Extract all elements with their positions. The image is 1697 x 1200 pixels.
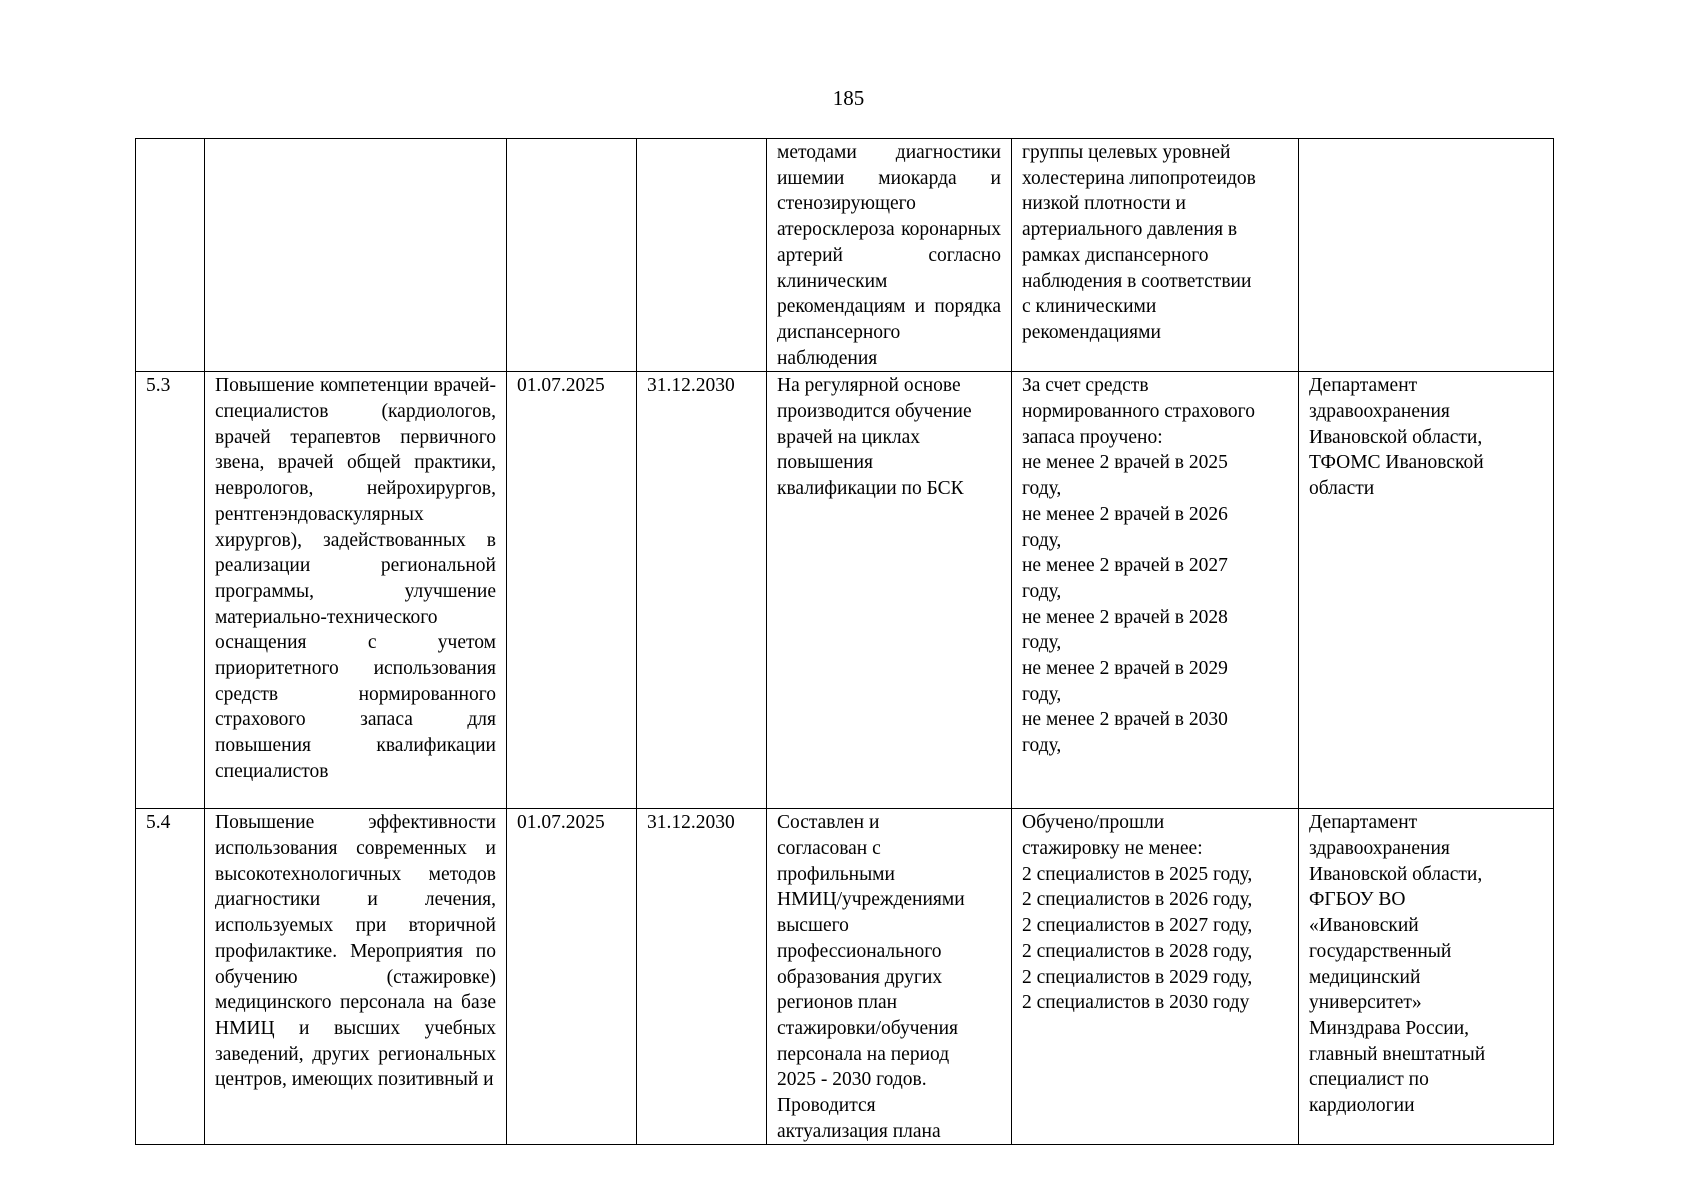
start-date-cell <box>507 139 637 372</box>
indicator-cell: Обучено/прошли стажировку не менее: 2 специалистов в 2025 году, 2 специалистов в 2026 году, 2 специалистов в 2027 году, 2 специалистов в 2028 году, 2 специалистов в 2029 году, 2 специалистов в 2030 году <box>1012 809 1299 1145</box>
item-number-cell: 5.3 <box>136 372 205 809</box>
measure-cell: Повышение эффективности использования современных и высокотехнологичных методов диагностики и лечения, используемых при вторичной профилактике. Мероприятия по обучению (стажировке) медицинского персонала на базе НМИЦ и высших учебных заведений, других региональных центров, имеющих позитивный и <box>205 809 507 1145</box>
measure-cell: Повышение компетенции врачей-специалистов (кардиологов, врачей терапевтов первичного звена, врачей общей практики, неврологов, нейрохирургов, рентгенэндоваскулярных хирургов), задействованных в реализации региональной программы, улучшение материально-технического оснащения с учетом приоритетного использования средств нормированного страхового запаса для повышения квалификации специалистов <box>205 372 507 809</box>
table-row <box>136 372 1554 809</box>
measure-cell <box>205 139 507 372</box>
responsible-cell: Департамент здравоохранения Ивановской области, ТФОМС Ивановской области <box>1299 372 1554 809</box>
page-number: 185 <box>832 86 865 110</box>
table-row <box>136 139 1554 372</box>
table-row <box>136 809 1554 1145</box>
result-cell: На регулярной основе производится обучение врачей на циклах повышения квалификации по БСК <box>767 372 1012 809</box>
indicator-cell: группы целевых уровней холестерина липопротеидов низкой плотности и артериального давления в рамках диспансерного наблюдения в соответствии с клиническими рекомендациями <box>1012 139 1299 372</box>
end-date-cell: 31.12.2030 <box>637 372 767 809</box>
indicator-cell: За счет средств нормированного страхового запаса проучено: не менее 2 врачей в 2025 году, не менее 2 врачей в 2026 году, не менее 2 врачей в 2027 году, не менее 2 врачей в 2028 году, не менее 2 врачей в 2029 году, не менее 2 врачей в 2030 году, <box>1012 372 1299 809</box>
result-cell: Составлен и согласован с профильными НМИЦ/учреждениями высшего профессионального образования других регионов план стажировки/обучения персонала на период 2025 - 2030 годов. Проводится актуализация плана <box>767 809 1012 1145</box>
end-date-cell <box>637 139 767 372</box>
start-date-cell: 01.07.2025 <box>507 372 637 809</box>
item-number-cell: 5.4 <box>136 809 205 1145</box>
item-number-cell <box>136 139 205 372</box>
end-date-cell: 31.12.2030 <box>637 809 767 1145</box>
responsible-cell <box>1299 139 1554 372</box>
responsible-cell: Департамент здравоохранения Ивановской области, ФГБОУ ВО «Ивановский государственный медицинский университет» Минздрава России, главный внештатный специалист по кардиологии <box>1299 809 1554 1145</box>
activity-plan-table <box>135 138 1554 1145</box>
start-date-cell: 01.07.2025 <box>507 809 637 1145</box>
result-cell: методами диагностики ишемии миокарда и стенозирующего атеросклероза коронарных артерий согласно клиническим рекомендациям и порядка диспансерного наблюдения <box>767 139 1012 372</box>
